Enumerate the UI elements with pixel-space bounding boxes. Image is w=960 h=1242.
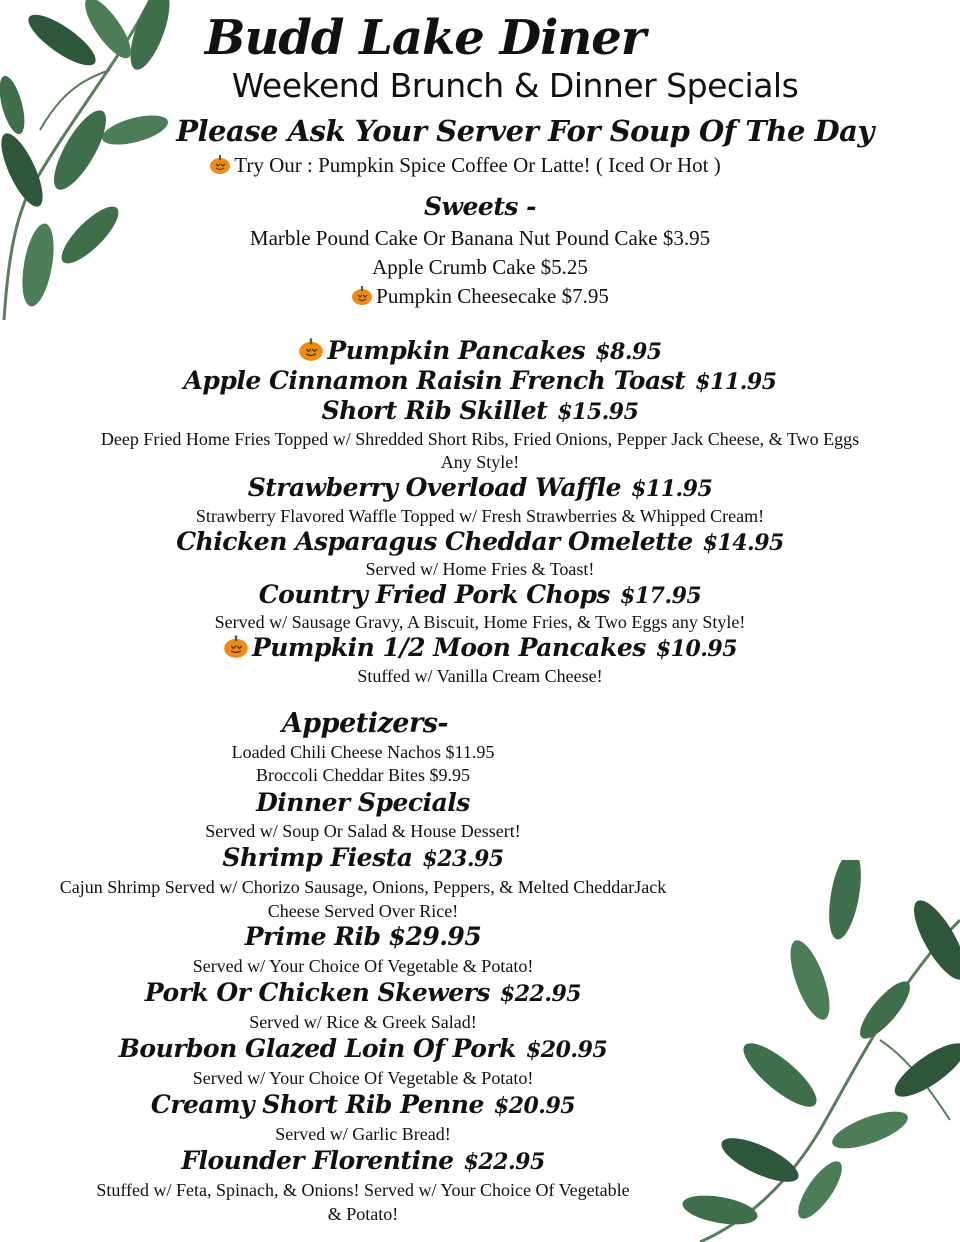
sweets-item xyxy=(0,284,960,312)
brunch-item-name xyxy=(0,527,960,556)
item-price: $20.95 xyxy=(525,1037,608,1063)
item-description: Served w/ Your Choice Of Vegetable & Potato! xyxy=(192,956,534,976)
dinner-item-name xyxy=(0,978,843,1007)
dinner-item-name xyxy=(0,1034,843,1063)
dinner-item-name xyxy=(0,843,843,872)
brunch-item-name xyxy=(0,366,960,395)
brunch-item-name xyxy=(0,396,960,425)
dinner-item-name xyxy=(0,922,843,951)
item-name: Shrimp Fiesta xyxy=(222,843,413,872)
item-description: Stuffed w/ Feta, Spinach, & Onions! Served w/ Your Choice Of Vegetable xyxy=(96,1180,630,1200)
item-description: Served w/ Home Fries & Toast! xyxy=(365,559,595,579)
item-name: Flounder Florentine xyxy=(181,1146,454,1175)
item-price: $11.95 xyxy=(695,369,777,395)
restaurant-name: Budd Lake Diner xyxy=(204,10,646,66)
item-price: $10.95 xyxy=(655,636,738,662)
item-description: Served w/ Sausage Gravy, A Biscuit, Home Fries, & Two Eggs any Style! xyxy=(214,612,746,632)
item-name: Pork Or Chicken Skewers xyxy=(144,978,490,1007)
item-price: $17.95 xyxy=(620,583,702,609)
item-price: $20.95 xyxy=(493,1093,576,1119)
item-description: Any Style! xyxy=(440,452,520,472)
sweets-item-text: Pumpkin Cheesecake $7.95 xyxy=(376,284,609,308)
item-description: Cheese Served Over Rice! xyxy=(267,901,459,921)
item-name: Short Rib Skillet xyxy=(321,396,548,425)
item-description: Deep Fried Home Fries Topped w/ Shredded Short Ribs, Fried Onions, Pepper Jack Cheese, & Two Eggs xyxy=(100,429,860,449)
item-price: $29.95 xyxy=(388,922,482,951)
sweets-item: Marble Pound Cake Or Banana Nut Pound Cake $3.95 xyxy=(249,226,711,250)
item-price: $15.95 xyxy=(557,399,639,425)
soup-of-the-day-note: Please Ask Your Server For Soup Of The Day xyxy=(176,114,874,148)
dinner-specials-note: Served w/ Soup Or Salad & House Dessert! xyxy=(205,821,521,841)
appetizers-heading: Appetizers- xyxy=(281,708,449,739)
brunch-item-name xyxy=(0,633,960,665)
item-description: Strawberry Flavored Waffle Topped w/ Fresh Strawberries & Whipped Cream! xyxy=(195,506,765,526)
item-price: $22.95 xyxy=(499,981,582,1007)
brunch-item-name xyxy=(0,336,960,368)
item-price: $22.95 xyxy=(463,1149,545,1175)
brunch-item-name xyxy=(0,580,960,609)
dinner-item-name xyxy=(0,1090,843,1119)
pumpkin-icon xyxy=(223,633,249,665)
coffee-note-text: Try Our : Pumpkin Spice Coffee Or Latte! ( Iced Or Hot ) xyxy=(234,153,721,177)
menu-subtitle: Weekend Brunch & Dinner Specials xyxy=(231,66,799,105)
sweets-item: Apple Crumb Cake $5.25 xyxy=(372,255,588,279)
item-description: Served w/ Rice & Greek Salad! xyxy=(249,1012,477,1032)
dinner-item-name xyxy=(0,1146,843,1175)
item-description: Served w/ Your Choice Of Vegetable & Potato! xyxy=(192,1068,534,1088)
item-price: $14.95 xyxy=(702,530,784,556)
pumpkin-icon xyxy=(209,153,231,181)
item-name: Strawberry Overload Waffle xyxy=(247,473,622,502)
item-description: & Potato! xyxy=(327,1204,399,1224)
pumpkin-icon xyxy=(298,336,324,368)
item-description: Cajun Shrimp Served w/ Chorizo Sausage, Onions, Peppers, & Melted CheddarJack xyxy=(59,877,667,897)
item-price: $8.95 xyxy=(595,339,662,365)
item-name: Prime Rib xyxy=(244,922,381,951)
appetizer-item: Broccoli Cheddar Bites $9.95 xyxy=(256,765,470,785)
item-name: Chicken Asparagus Cheddar Omelette xyxy=(176,527,693,556)
item-name: Country Fried Pork Chops xyxy=(258,580,611,609)
dinner-specials-heading: Dinner Specials xyxy=(256,788,470,817)
item-description: Stuffed w/ Vanilla Cream Cheese! xyxy=(357,666,603,686)
coffee-note xyxy=(0,153,945,181)
item-description: Served w/ Garlic Bread! xyxy=(275,1124,451,1144)
item-name: Creamy Short Rib Penne xyxy=(150,1090,484,1119)
item-price: $11.95 xyxy=(631,476,713,502)
item-name: Apple Cinnamon Raisin French Toast xyxy=(183,366,686,395)
item-price: $23.95 xyxy=(422,846,504,872)
sweets-heading: Sweets - xyxy=(423,192,537,221)
brunch-item-name xyxy=(0,473,960,502)
pumpkin-icon xyxy=(351,284,373,312)
appetizer-item: Loaded Chili Cheese Nachos $11.95 xyxy=(231,742,495,762)
item-name: Pumpkin Pancakes xyxy=(327,336,586,365)
item-name: Pumpkin 1/2 Moon Pancakes xyxy=(251,633,646,662)
item-name: Bourbon Glazed Loin Of Pork xyxy=(118,1034,516,1063)
